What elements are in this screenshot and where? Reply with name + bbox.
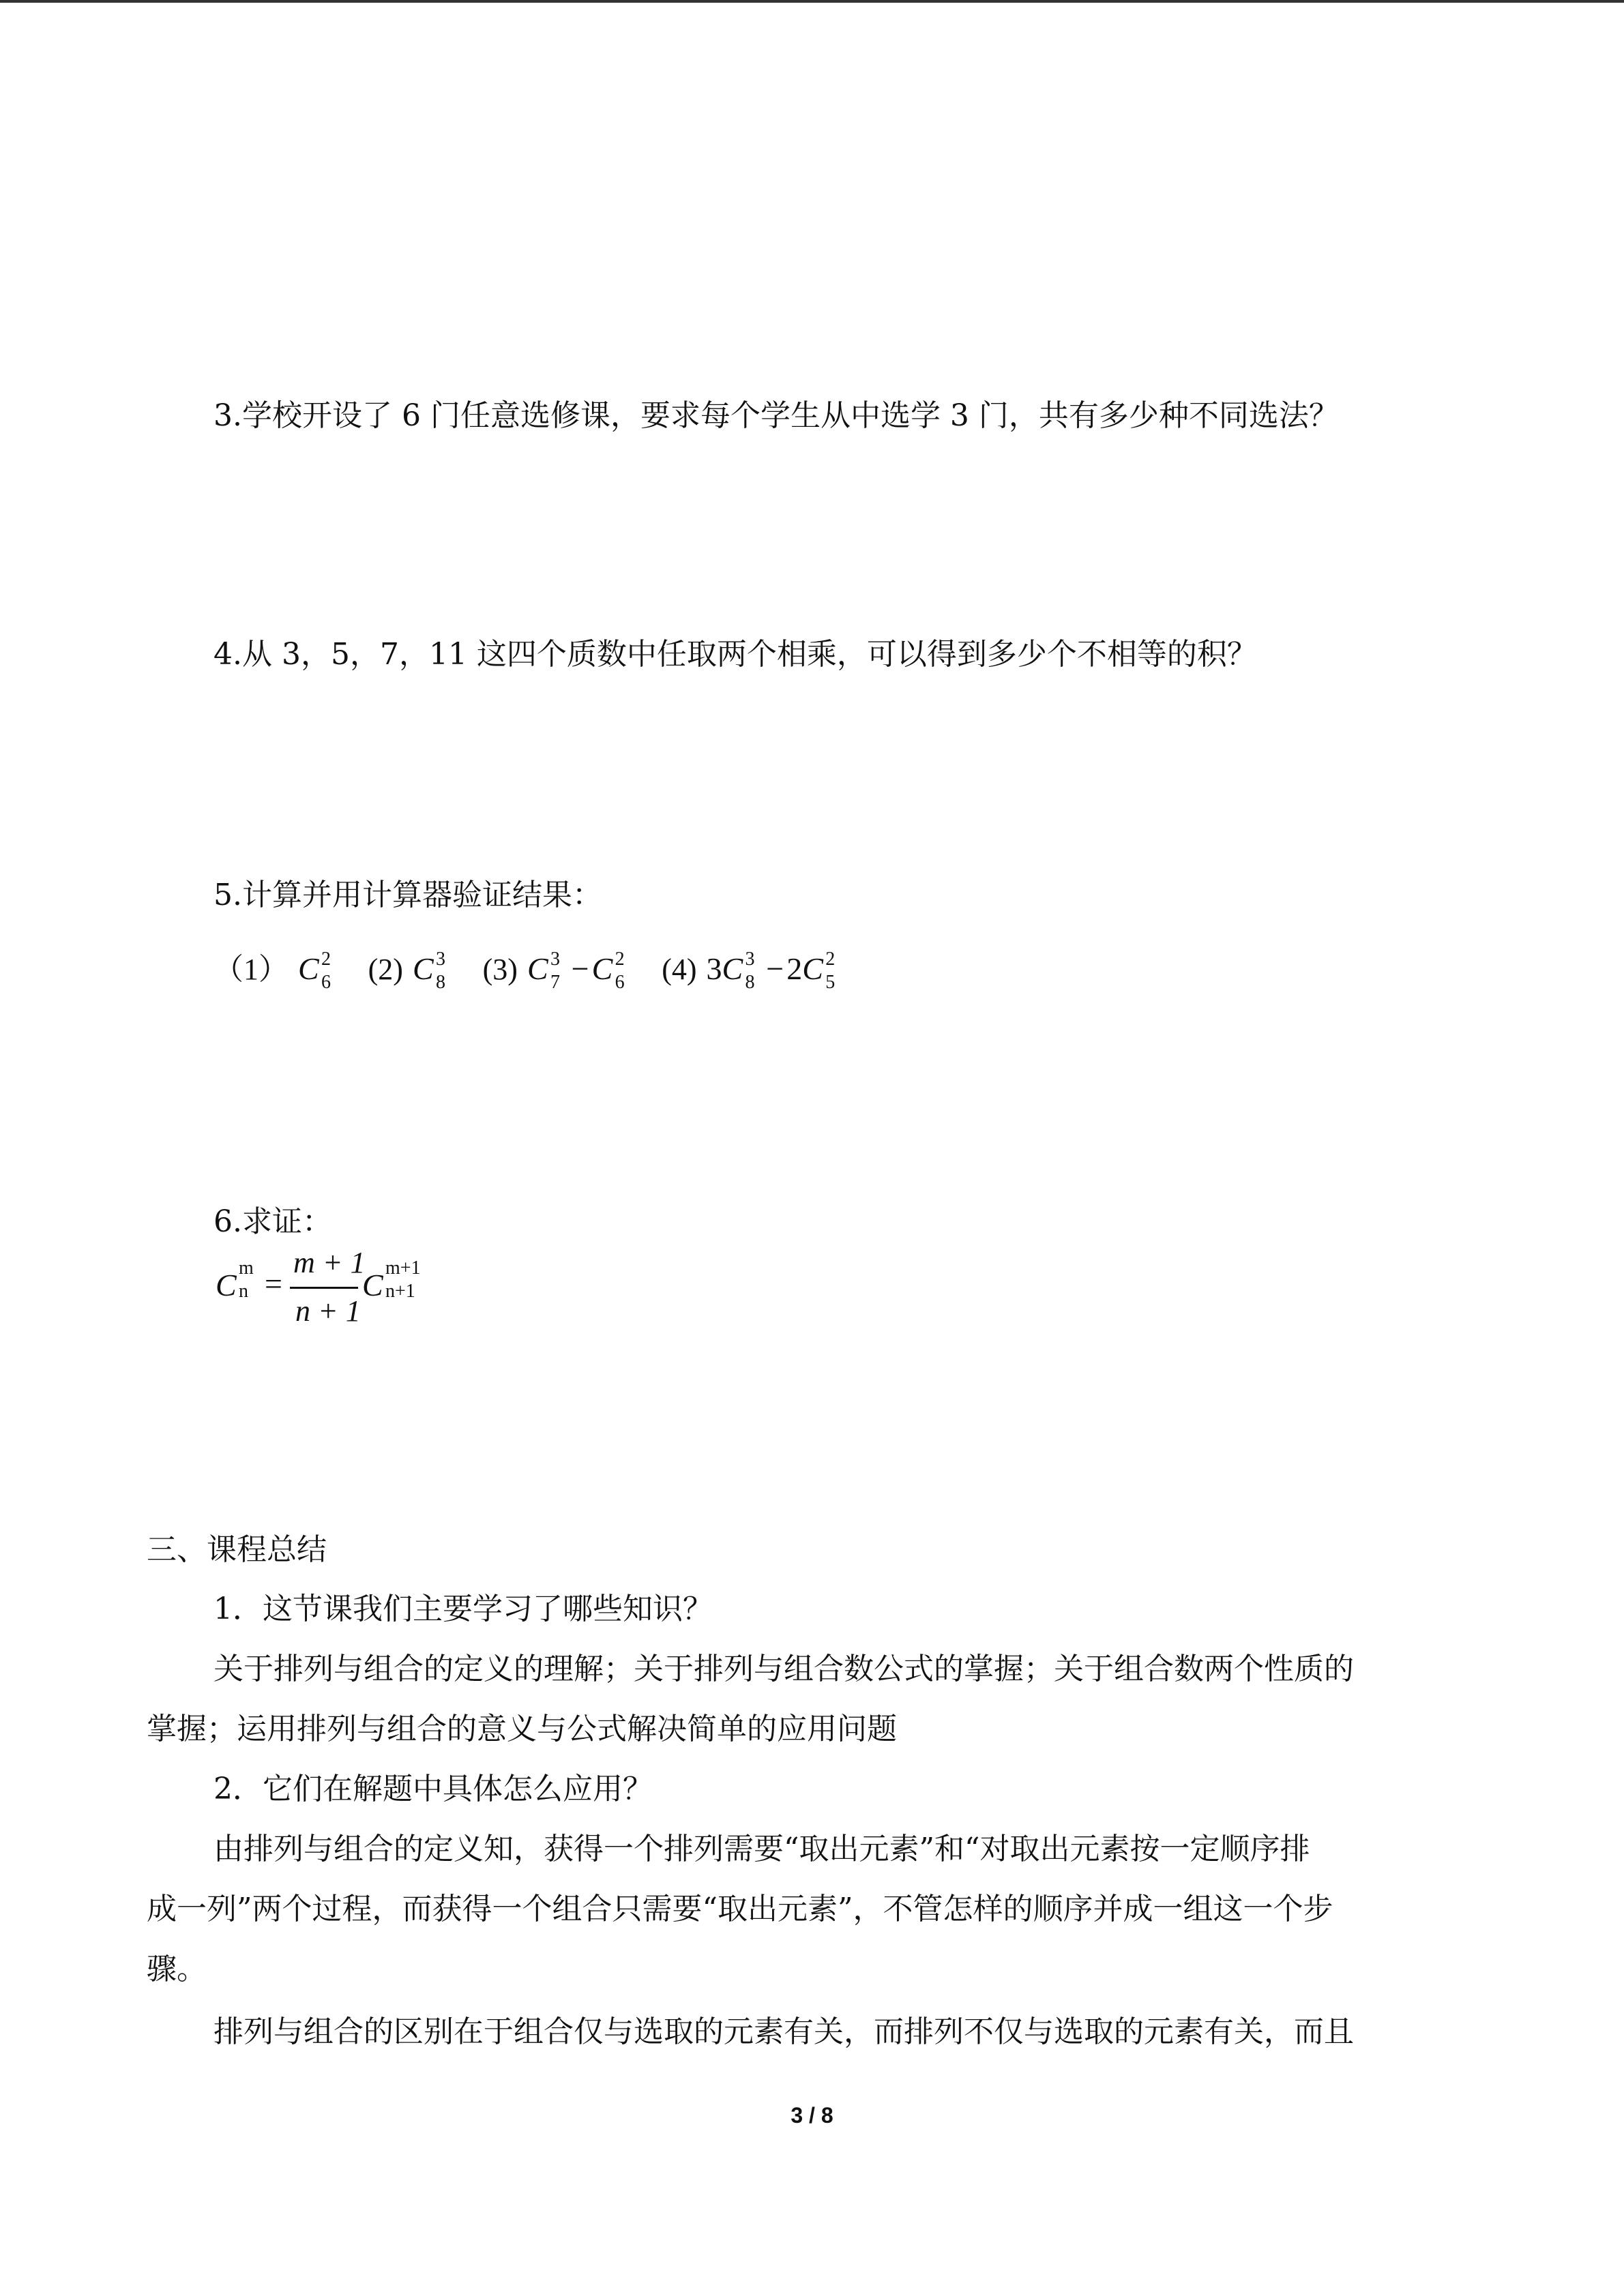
item-label-2: (2) — [368, 953, 403, 986]
comb-c62b: C 2 6 — [591, 949, 625, 993]
fraction-bar — [290, 1287, 358, 1289]
top-border — [0, 0, 1624, 3]
question-6-title: 6.求证： — [213, 1204, 332, 1239]
comb-c83: C 3 8 — [412, 949, 445, 993]
summary-answer-2-line-3: 骤。 — [147, 1952, 207, 1986]
comb-c52: C 2 5 — [802, 949, 836, 993]
question-3: 3.学校开设了 6 门任意选修课，要求每个学生从中选学 3 门，共有多少种不同选法？ — [213, 398, 1339, 433]
fraction-denominator: n + 1 — [295, 1294, 361, 1328]
item-label-1: （1） — [213, 953, 289, 986]
item-label-4: (4) — [662, 953, 697, 986]
comb-c73: C 3 7 — [527, 949, 560, 993]
fraction-numerator: m + 1 — [293, 1246, 366, 1279]
summary-answer-2-line-2: 成一列”两个过程，而获得一个组合只需要“取出元素”，不管怎样的顺序并成一组这一个步 — [147, 1892, 1333, 1926]
lhs-comb: C m n — [216, 1257, 254, 1302]
item-label-3: (3) — [482, 953, 518, 986]
summary-heading: 三、课程总结 — [147, 1532, 327, 1567]
question-5-items: （1） C 2 6 (2) C 3 8 (3) C 3 7 −C 2 6 (4) 3C 3 8 −2C 2 5 — [213, 949, 844, 990]
comb-c62: C 2 6 — [298, 949, 331, 993]
summary-question-1: 1．这节课我们主要学习了哪些知识？ — [213, 1592, 713, 1626]
summary-answer-1-line-2: 掌握；运用排列与组合的意义与公式解决简单的应用问题 — [147, 1712, 897, 1746]
equals-sign: = — [265, 1266, 282, 1301]
comb-c83b: C 3 8 — [722, 949, 755, 993]
question-5-title: 5.计算并用计算器验证结果： — [213, 878, 602, 912]
summary-answer-1-line-1: 关于排列与组合的定义的理解；关于排列与组合数公式的掌握；关于组合数两个性质的 — [213, 1652, 1354, 1686]
summary-question-2: 2．它们在解题中具体怎么应用？ — [213, 1772, 653, 1806]
summary-answer-3-line-1: 排列与组合的区别在于组合仅与选取的元素有关，而排列不仅与选取的元素有关，而且 — [213, 2014, 1354, 2049]
summary-answer-2-line-1: 由排列与组合的定义知，获得一个排列需要“取出元素”和“对取出元素按一定顺序排 — [213, 1832, 1310, 1866]
rhs-comb: C m+1 n+1 — [362, 1257, 421, 1302]
page-number: 3 / 8 — [791, 2103, 833, 2128]
question-4: 4.从 3，5，7，11 这四个质数中任取两个相乘，可以得到多少个不相等的积？ — [213, 637, 1257, 672]
